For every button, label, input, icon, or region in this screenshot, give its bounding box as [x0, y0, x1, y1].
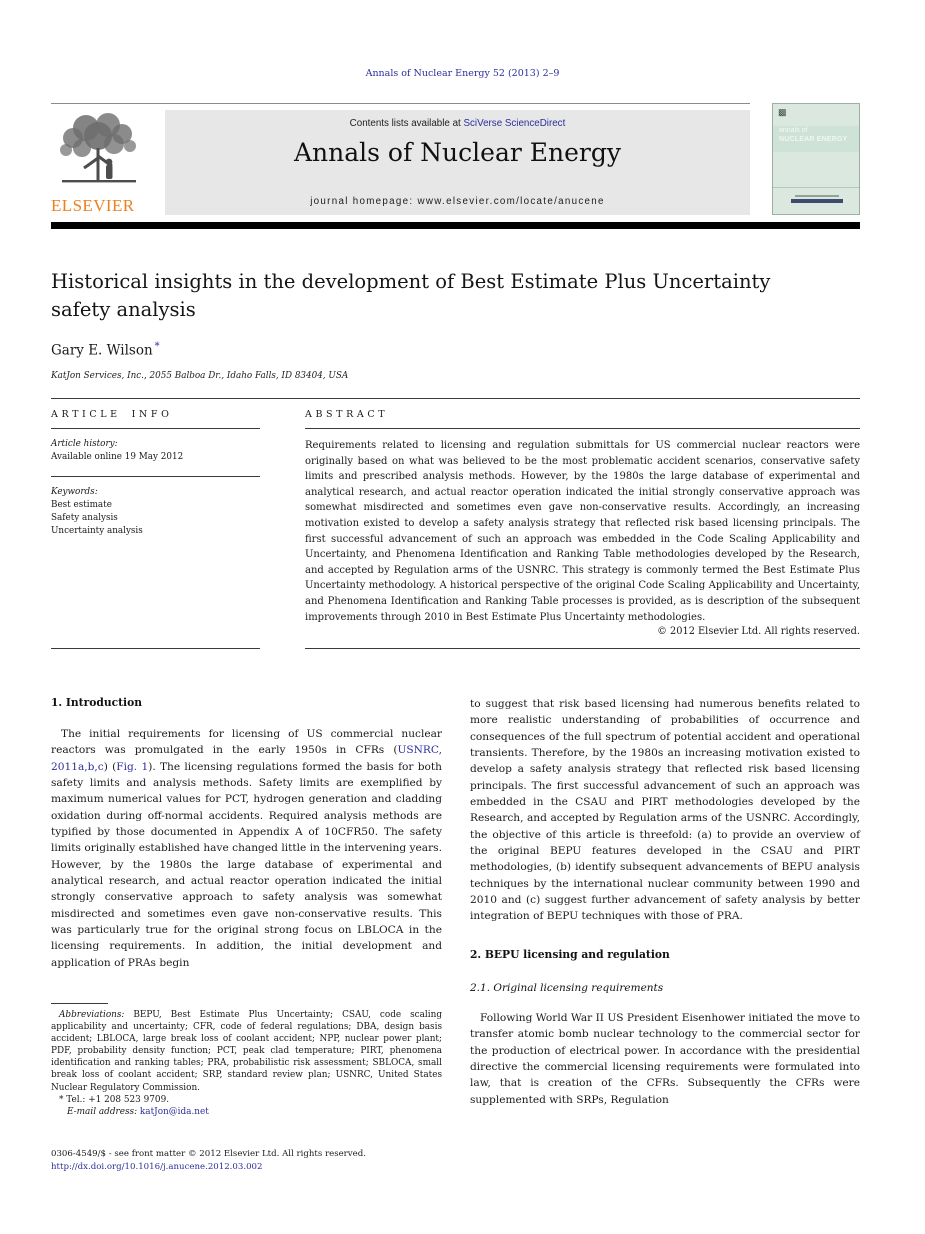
cover-footer-rule [773, 187, 859, 188]
section-2-1-paragraph: Following World War II US President Eisenhower initiated the move to transfer atomic bomb nuclear technology to the commercial sector for the production of electrical power. In accordance with the presidential directive the commercial licensing requirements were formulated into law, that is creation of the CFRs. Subsequently the CFRs were supplemented with SRPs, Regulation [470, 1011, 860, 1106]
abstract-column [305, 409, 860, 637]
contents-line [165, 118, 750, 129]
article-info-rule-2 [51, 476, 260, 477]
corresponding-author-asterisk[interactable]: * [154, 341, 160, 352]
email-note [51, 1106, 442, 1118]
article-title [51, 268, 831, 323]
author-affiliation: KatJon Services, Inc., 2055 Balboa Dr., Idaho Falls, ID 83404, USA [51, 371, 349, 381]
issn-copyright-line: 0306-4549/$ - see front matter © 2012 Elsevier Ltd. All rights reserved. [51, 1149, 366, 1159]
author-name: Gary E. Wilson [51, 342, 153, 359]
header-top-rule [51, 103, 750, 104]
article-title-line2: safety analysis [51, 297, 196, 321]
info-block-bottom-rule-left [51, 648, 260, 649]
cover-publisher-icon: ▩ [778, 107, 787, 117]
contents-prefix: Contents lists available at [349, 118, 464, 129]
abstract-copyright: © 2012 Elsevier Ltd. All rights reserved. [657, 626, 860, 638]
doi-link[interactable]: http://dx.doi.org/10.1016/j.anucene.2012.03.002 [51, 1162, 263, 1172]
info-block-top-rule [51, 398, 860, 399]
article-info-rule-1 [51, 428, 260, 429]
section-1-paragraph-continued: to suggest that risk based licensing had numerous benefits related to more realistic understanding of probabilities of occurrence and consequences of the full spectrum of potential accident and operational transients. Therefore, by the 1980s an increasing motivation existed to develop a safety analysis strategy that reflected risk based licensing principals. The first successful advancement of such an approach was embedded in the CSAU and PIRT methodologies developed by the Research, and accepted by Regulation arms of the USNRC. Accordingly, the objective of this article is threefold: (a) to provide an overview of the original BEPU features developed in the CSAU and PIRT methodologies, (b) identify subsequent advancements of BEPU analysis techniques by the international nuclear community between 1990 and 2010 and (c) suggest further advancement of safety analysis by better integration of BEPU techniques with those of PRA. [470, 698, 860, 923]
author-line [51, 341, 160, 359]
journal-homepage-line: journal homepage: www.elsevier.com/locate/anucene [310, 196, 605, 207]
section-1-heading: 1. Introduction [51, 696, 142, 709]
first-page-footer [51, 1148, 471, 1174]
journal-title: Annals of Nuclear Energy [294, 138, 621, 167]
abstract-text: Requirements related to licensing and regulation submittals for US commercial nuclear reactors were originally based on what was believed to be the most problematic accident scenarios, conservative safety limits and prescribed analysis methods. However, by the 1980s the large database of experimental and analytical research, and actual reactor operation indicated the initial strongly conservative approach was somewhat misdirected and sometimes even gave non-conservative results. Accordingly, an increasing motivation existed to develop a safety analysis strategy that reflected risk based licensing principals. The first successful advancement of such an approach was embedded in the Code Scaling Applicability and Uncertainty, and Phenomena Identification and Ranking Table methodologies developed by the Research, and accepted by Regulation arms of the USNRC. This strategy is commonly termed the Best Estimate Plus Uncertainty methodology. A historical perspective of the original Code Scaling Applicability and Uncertainty, and Phenomena Identification and Ranking Table processes is provided, as is description of the subsequent improvements through 2010 in Best Estimate Plus Uncertainty methodologies. [305, 440, 860, 623]
figure-1-link[interactable]: Fig. 1 [116, 760, 149, 773]
abbreviations-text: BEPU, Best Estimate Plus Uncertainty; CSAU, code scaling applicability and uncertainty; CFR, code of federal regulations; DBA, design basis accident; LBLOCA, large break loss of coolant accident; NPP, nuclear power plant; PDF, probability density function; PCT, peak clad temperature; PIRT, phenomena identification and ranking tables; PRA, probabilistic risk assessment; SBLOCA, small break loss of coolant accident; SRP, standard review plan; USNRC, United States Nuclear Regulatory Commission. [51, 1010, 442, 1093]
article-history-value: Available online 19 May 2012 [51, 452, 184, 462]
keyword-item: Uncertainty analysis [51, 526, 143, 536]
cover-footer-logo-placeholder [791, 199, 843, 203]
elsevier-tree-icon [56, 110, 142, 192]
sciencedirect-link[interactable]: SciVerse ScienceDirect [463, 118, 566, 129]
citation-link-usnrc[interactable]: USNRC, 2011a,b,c [51, 744, 442, 773]
email-label: E-mail address: [67, 1106, 140, 1117]
running-head-citation: Annals of Nuclear Energy 52 (2013) 2–9 [365, 68, 560, 79]
body-column-left [51, 696, 442, 971]
abstract-heading: ABSTRACT [305, 409, 389, 420]
cover-footer-text-placeholder [795, 195, 839, 197]
cover-title-line1: annals of [779, 127, 808, 134]
keyword-item: Best estimate [51, 500, 112, 510]
header-divider-bar [51, 222, 860, 229]
telephone-note: * Tel.: +1 208 523 9709. [59, 1094, 170, 1105]
footnote-rule [51, 1003, 108, 1004]
elsevier-wordmark: ELSEVIER [51, 196, 135, 215]
intro-text-segment: ) ( [103, 760, 117, 773]
intro-text-segment: The initial requirements for licensing of US commercial nuclear reactors was promulgated in the early 1950s in CFRs ( [51, 728, 442, 757]
elsevier-logo [51, 110, 147, 216]
email-link[interactable]: katJon@ida.net [139, 1106, 209, 1117]
intro-text-segment: ). The licensing regulations formed the basis for both safety limits and analysis methods. Safety limits are exemplified by maximum numerical values for PCT, hydrogen generation and cladding oxidation during off-normal accidents. Required analysis methods are typified by those documented in Appendix A of 10CFR50. The safety limits originally established have changed little in the intervening years. However, by the 1980s the large database of experimental and analytical research, and actual reactor operation indicated the initial strongly conservative approach to safety analysis was somewhat misdirected and sometimes even gave non-conservative results. This was particularly true for the original strong focus on LBLOCA in the licensing requirements. In addition, the initial development and application of PRAs begin [51, 760, 442, 969]
article-title-line1: Historical insights in the development of Best Estimate Plus Uncertainty [51, 270, 771, 293]
abbreviations-label: Abbreviations: [59, 1010, 125, 1020]
abbreviations-note [51, 1009, 442, 1094]
article-history-label: Article history: [51, 439, 118, 449]
abstract-rule [305, 428, 860, 429]
cover-title-line2: NUCLEAR ENERGY [779, 136, 848, 143]
section-1-paragraph [51, 726, 442, 971]
footnote-block [51, 1003, 442, 1118]
article-info-heading: ARTICLE INFO [51, 409, 173, 420]
keywords-label: Keywords: [51, 487, 98, 497]
body-column-right [470, 696, 860, 1108]
section-2-heading: 2. BEPU licensing and regulation [470, 947, 670, 961]
journal-cover-thumbnail [772, 103, 860, 215]
section-2-1-heading: 2.1. Original licensing requirements [470, 981, 664, 994]
info-block-bottom-rule-right [305, 648, 860, 649]
keyword-item: Safety analysis [51, 513, 118, 523]
journal-banner [165, 110, 750, 215]
article-info-column [51, 409, 260, 538]
